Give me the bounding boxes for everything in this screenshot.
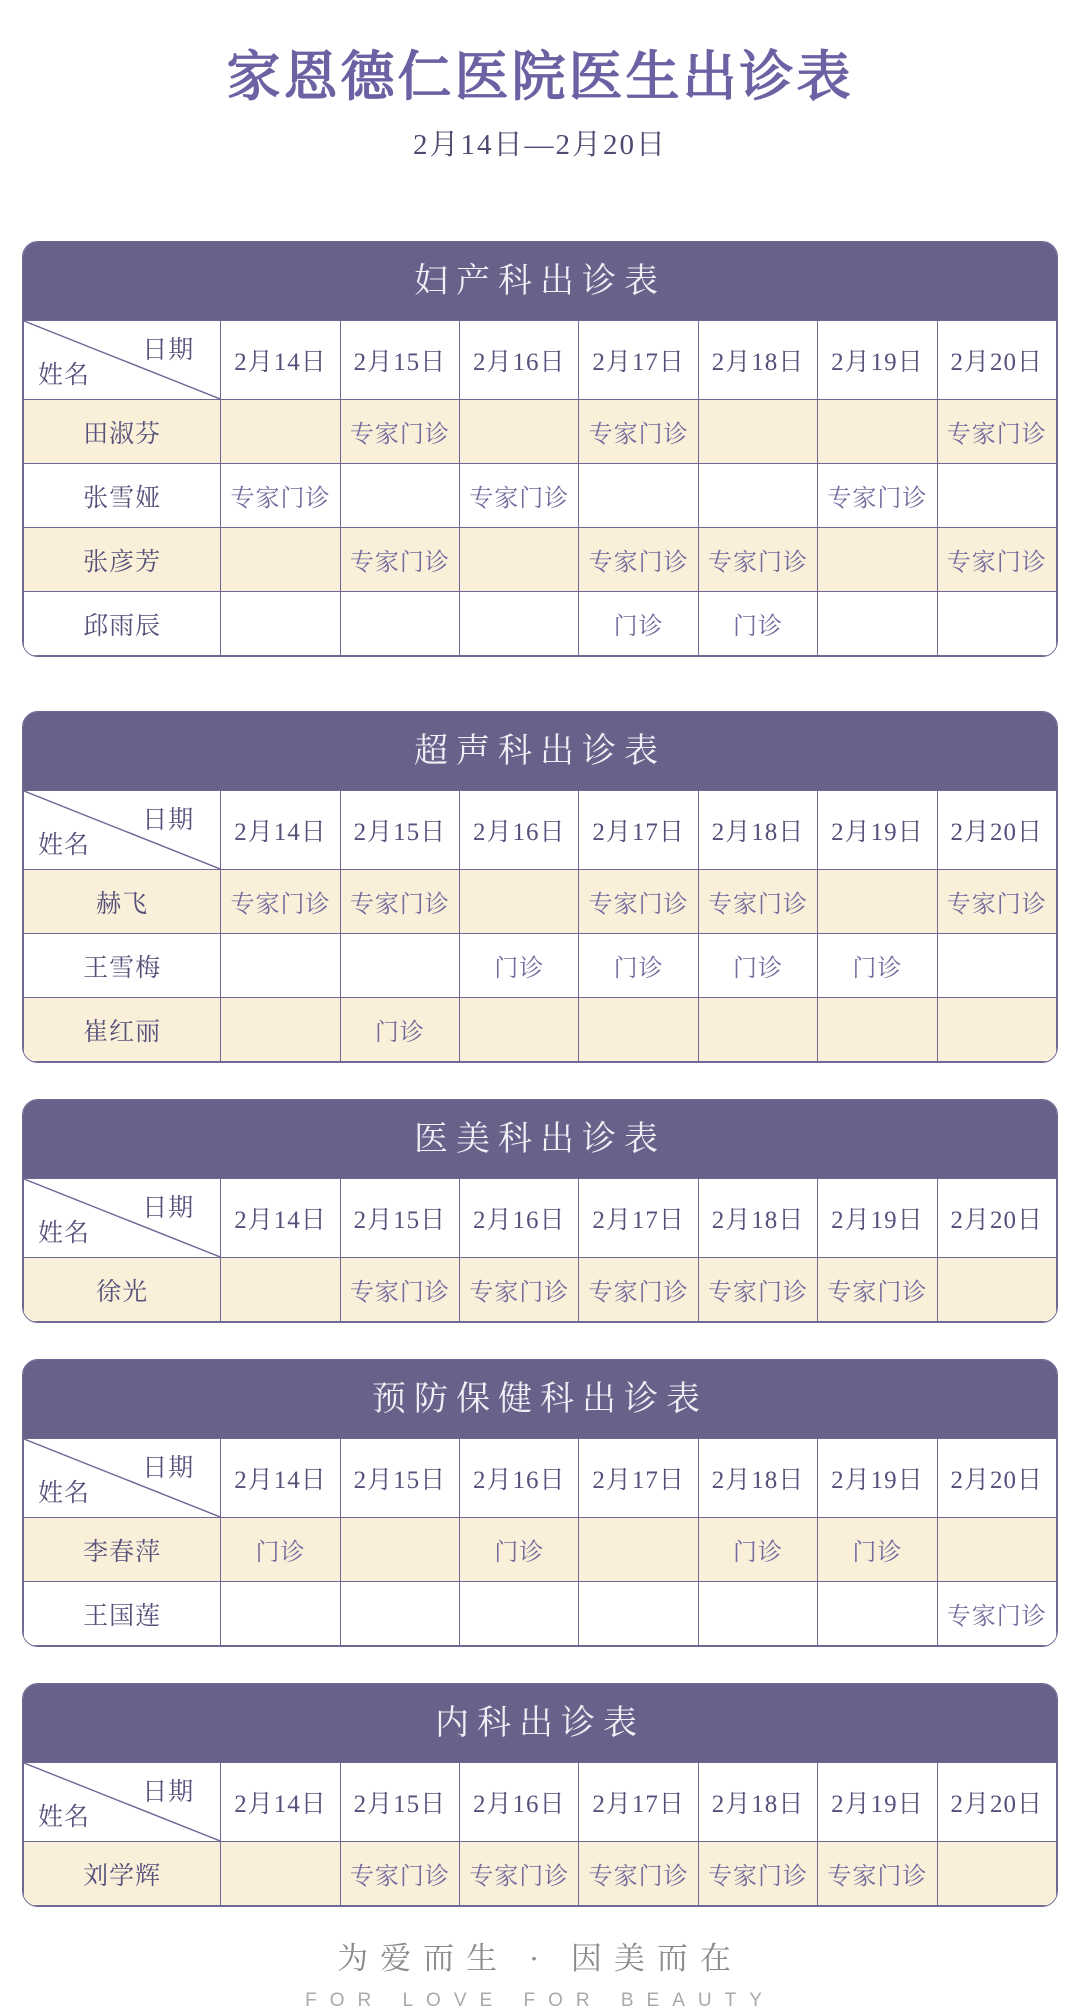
schedule-cell: 专家门诊	[937, 1582, 1056, 1646]
schedule-cell: 门诊	[579, 934, 698, 998]
page-title: 家恩德仁医院医生出诊表	[226, 47, 854, 107]
doctor-name-cell: 徐光	[24, 1258, 221, 1322]
doctor-name-cell: 王雪梅	[24, 934, 221, 998]
schedule-cell	[937, 934, 1056, 998]
schedule-cell	[937, 592, 1056, 656]
schedule-cell: 门诊	[579, 592, 698, 656]
schedule-cell: 专家门诊	[221, 464, 340, 528]
date-header-cell: 2月20日	[937, 1179, 1056, 1258]
tables-container	[22, 241, 1058, 1907]
date-header-cell: 2月15日	[340, 1439, 459, 1518]
page-subtitle: 2月14日—2月20日	[412, 129, 667, 162]
schedule-cell	[340, 592, 459, 656]
date-label: 日期	[142, 1778, 195, 1807]
schedule-cell: 专家门诊	[698, 1842, 817, 1906]
date-header-cell: 2月19日	[818, 321, 937, 400]
schedule-cell: 门诊	[818, 1518, 937, 1582]
date-header-cell: 2月19日	[818, 1763, 937, 1842]
doctor-name-cell: 邱雨辰	[24, 592, 221, 656]
schedule-cell: 专家门诊	[221, 870, 340, 934]
schedule-cell	[818, 1582, 937, 1646]
schedule-cell	[698, 998, 817, 1062]
date-header-cell: 2月19日	[818, 1179, 937, 1258]
schedule-cell: 专家门诊	[460, 1258, 579, 1322]
schedule-cell	[818, 870, 937, 934]
schedule-cell: 专家门诊	[340, 528, 459, 592]
department-schedule-table	[22, 1099, 1058, 1323]
table-row	[24, 934, 1057, 998]
schedule-cell	[221, 528, 340, 592]
schedule-cell	[698, 1582, 817, 1646]
date-header-cell: 2月18日	[698, 1439, 817, 1518]
schedule-cell	[340, 934, 459, 998]
corner-cell	[24, 1763, 221, 1842]
table-row	[24, 400, 1057, 464]
table-row	[24, 1258, 1057, 1322]
header-row	[24, 1179, 1057, 1258]
date-header-cell: 2月19日	[818, 1439, 937, 1518]
schedule-cell: 专家门诊	[460, 1842, 579, 1906]
schedule-cell	[221, 1258, 340, 1322]
date-header-cell: 2月15日	[340, 1179, 459, 1258]
header-row	[24, 321, 1057, 400]
corner-cell	[24, 791, 221, 870]
date-label: 日期	[142, 1454, 195, 1483]
schedule-cell	[818, 528, 937, 592]
schedule-cell	[221, 1842, 340, 1906]
date-header-cell: 2月15日	[340, 1763, 459, 1842]
department-schedule-table	[22, 1683, 1058, 1907]
schedule-cell: 门诊	[221, 1518, 340, 1582]
table-row	[24, 592, 1057, 656]
date-header-cell: 2月16日	[460, 791, 579, 870]
header-row	[24, 1763, 1057, 1842]
date-header-cell: 2月16日	[460, 1439, 579, 1518]
schedule-cell: 专家门诊	[579, 528, 698, 592]
schedule-cell	[937, 464, 1056, 528]
schedule-grid	[23, 790, 1057, 1062]
date-header-cell: 2月17日	[579, 321, 698, 400]
schedule-cell	[460, 400, 579, 464]
table-row	[24, 1582, 1057, 1646]
name-label: 姓名	[38, 1219, 91, 1248]
date-label: 日期	[142, 806, 195, 835]
schedule-grid	[23, 320, 1057, 656]
table-row	[24, 464, 1057, 528]
schedule-cell: 专家门诊	[340, 400, 459, 464]
table-row	[24, 1842, 1057, 1906]
date-header-cell: 2月16日	[460, 1763, 579, 1842]
footer-slogan-en: FOR LOVE FOR BEAUTY	[305, 1990, 775, 2012]
schedule-cell: 专家门诊	[579, 870, 698, 934]
schedule-cell: 专家门诊	[698, 528, 817, 592]
schedule-cell: 专家门诊	[698, 870, 817, 934]
schedule-cell	[460, 1582, 579, 1646]
schedule-cell	[460, 528, 579, 592]
schedule-cell: 门诊	[460, 934, 579, 998]
date-header-cell: 2月20日	[937, 791, 1056, 870]
schedule-cell: 门诊	[340, 998, 459, 1062]
date-header-cell: 2月18日	[698, 1179, 817, 1258]
schedule-cell	[579, 464, 698, 528]
doctor-name-cell: 田淑芬	[24, 400, 221, 464]
schedule-cell	[460, 870, 579, 934]
schedule-cell: 专家门诊	[340, 1842, 459, 1906]
schedule-cell: 门诊	[818, 934, 937, 998]
schedule-cell: 专家门诊	[818, 464, 937, 528]
date-label: 日期	[142, 336, 195, 365]
doctor-name-cell: 李春萍	[24, 1518, 221, 1582]
schedule-cell: 专家门诊	[579, 1258, 698, 1322]
schedule-cell	[221, 400, 340, 464]
schedule-grid	[23, 1178, 1057, 1322]
date-header-cell: 2月15日	[340, 791, 459, 870]
table-title-band: 妇产科出诊表	[23, 242, 1057, 320]
doctor-name-cell: 张雪娅	[24, 464, 221, 528]
schedule-cell	[818, 592, 937, 656]
table-title-band: 预防保健科出诊表	[23, 1360, 1057, 1438]
schedule-cell	[818, 400, 937, 464]
doctor-name-cell: 刘学辉	[24, 1842, 221, 1906]
header-row	[24, 1439, 1057, 1518]
schedule-cell: 门诊	[460, 1518, 579, 1582]
schedule-cell: 专家门诊	[340, 1258, 459, 1322]
date-header-cell: 2月14日	[221, 321, 340, 400]
schedule-cell: 专家门诊	[460, 464, 579, 528]
schedule-cell: 专家门诊	[698, 1258, 817, 1322]
table-row	[24, 870, 1057, 934]
schedule-cell	[579, 998, 698, 1062]
department-schedule-table	[22, 711, 1058, 1063]
table-title-band: 内科出诊表	[23, 1684, 1057, 1762]
schedule-cell: 专家门诊	[937, 400, 1056, 464]
corner-cell	[24, 1179, 221, 1258]
schedule-cell	[698, 464, 817, 528]
schedule-cell	[221, 1582, 340, 1646]
schedule-cell: 门诊	[698, 934, 817, 998]
doctor-name-cell: 赫飞	[24, 870, 221, 934]
schedule-cell: 专家门诊	[937, 870, 1056, 934]
schedule-cell: 门诊	[698, 592, 817, 656]
schedule-cell	[460, 592, 579, 656]
name-label: 姓名	[38, 1479, 91, 1508]
schedule-cell	[340, 464, 459, 528]
date-header-cell: 2月17日	[579, 1179, 698, 1258]
date-header-cell: 2月17日	[579, 1439, 698, 1518]
table-title-band: 医美科出诊表	[23, 1100, 1057, 1178]
name-label: 姓名	[38, 361, 91, 390]
doctor-name-cell: 崔红丽	[24, 998, 221, 1062]
department-schedule-table	[22, 241, 1058, 657]
page-footer	[22, 1933, 1058, 2012]
schedule-grid	[23, 1438, 1057, 1646]
date-header-cell: 2月16日	[460, 321, 579, 400]
date-header-cell: 2月18日	[698, 791, 817, 870]
date-header-cell: 2月16日	[460, 1179, 579, 1258]
corner-cell	[24, 321, 221, 400]
table-title-band: 超声科出诊表	[23, 712, 1057, 790]
schedule-cell	[937, 1842, 1056, 1906]
corner-cell	[24, 1439, 221, 1518]
date-header-cell: 2月20日	[937, 1439, 1056, 1518]
schedule-cell: 门诊	[698, 1518, 817, 1582]
schedule-cell: 专家门诊	[818, 1258, 937, 1322]
table-row	[24, 998, 1057, 1062]
schedule-cell	[221, 934, 340, 998]
schedule-cell: 专家门诊	[579, 400, 698, 464]
schedule-cell	[340, 1582, 459, 1646]
schedule-cell	[221, 592, 340, 656]
date-header-cell: 2月18日	[698, 321, 817, 400]
name-label: 姓名	[38, 831, 91, 860]
date-header-cell: 2月14日	[221, 1179, 340, 1258]
footer-slogan-cn: 为爱而生 · 因美而在	[337, 1941, 743, 1977]
schedule-cell: 专家门诊	[937, 528, 1056, 592]
table-row	[24, 528, 1057, 592]
schedule-cell: 专家门诊	[579, 1842, 698, 1906]
header-row	[24, 791, 1057, 870]
schedule-grid	[23, 1762, 1057, 1906]
schedule-cell	[221, 998, 340, 1062]
schedule-cell: 专家门诊	[818, 1842, 937, 1906]
date-label: 日期	[142, 1194, 195, 1223]
doctor-name-cell: 张彦芳	[24, 528, 221, 592]
department-schedule-table	[22, 1359, 1058, 1647]
name-label: 姓名	[38, 1803, 91, 1832]
schedule-cell	[937, 998, 1056, 1062]
doctor-name-cell: 王国莲	[24, 1582, 221, 1646]
date-header-cell: 2月18日	[698, 1763, 817, 1842]
date-header-cell: 2月20日	[937, 1763, 1056, 1842]
date-header-cell: 2月15日	[340, 321, 459, 400]
schedule-cell	[579, 1518, 698, 1582]
date-header-cell: 2月14日	[221, 1763, 340, 1842]
date-header-cell: 2月20日	[937, 321, 1056, 400]
date-header-cell: 2月17日	[579, 1763, 698, 1842]
schedule-cell	[579, 1582, 698, 1646]
schedule-cell	[460, 998, 579, 1062]
schedule-cell	[818, 998, 937, 1062]
table-row	[24, 1518, 1057, 1582]
schedule-cell	[937, 1518, 1056, 1582]
date-header-cell: 2月19日	[818, 791, 937, 870]
schedule-cell	[698, 400, 817, 464]
date-header-cell: 2月17日	[579, 791, 698, 870]
date-header-cell: 2月14日	[221, 791, 340, 870]
date-header-cell: 2月14日	[221, 1439, 340, 1518]
schedule-cell	[937, 1258, 1056, 1322]
schedule-cell	[340, 1518, 459, 1582]
schedule-cell: 专家门诊	[340, 870, 459, 934]
